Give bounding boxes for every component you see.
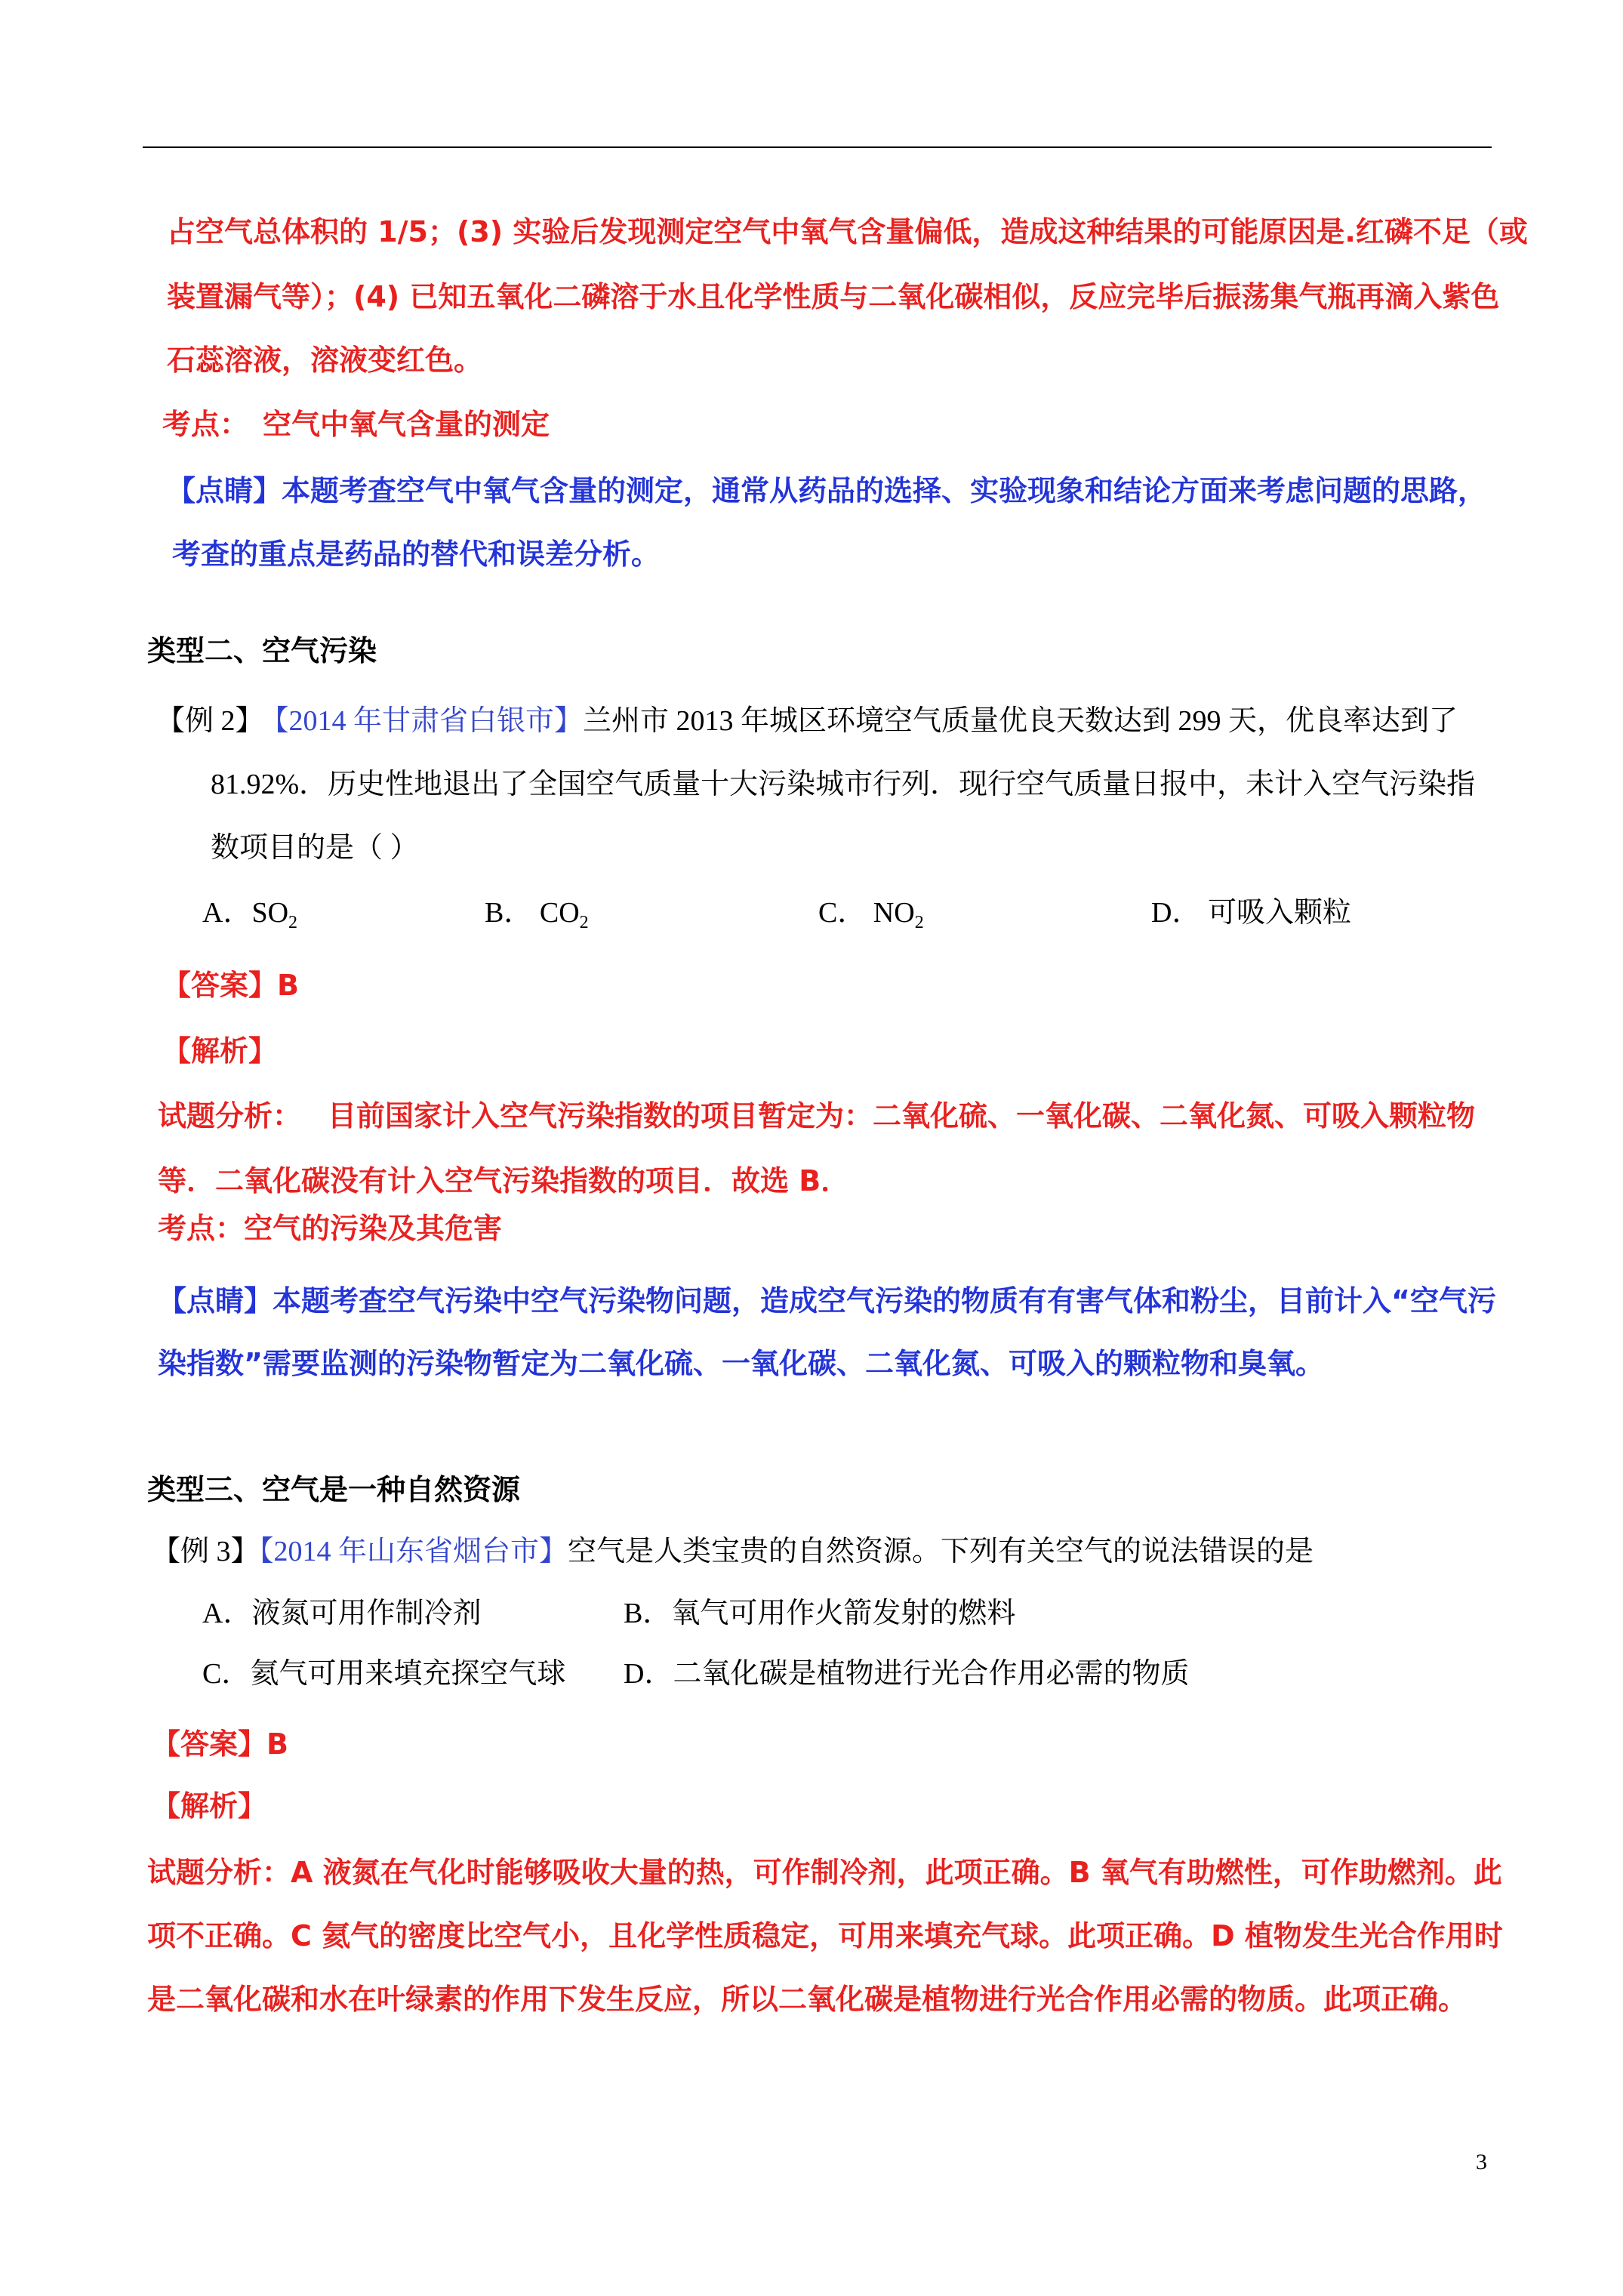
analysis-label: 【解析】 — [152, 1789, 267, 1823]
option-subscript: 2 — [579, 913, 589, 932]
answer-value: B — [277, 969, 299, 1002]
dianjing-line — [167, 473, 1486, 509]
answer-value: B — [266, 1727, 288, 1761]
option-a: A．液氮可用作制冷剂 — [202, 1598, 482, 1629]
option-b: B．氧气可用作火箭发射的燃料 — [624, 1598, 1016, 1629]
option-d: D．二氧化碳是植物进行光合作用必需的物质 — [624, 1658, 1190, 1690]
kaodian-label: 考点： — [162, 408, 249, 441]
analysis-line: 目前国家计入空气污染指数的项目暂定为：二氧化硫、一氧化碳、二氧化氮、可吸入颗粒物 — [328, 1099, 1476, 1133]
analysis-line: 是二氧化碳和水在叶绿素的作用下发生反应，所以二氧化碳是植物进行光合作用必需的物质。此项正确。 — [147, 1983, 1467, 2016]
option-text: CO — [539, 897, 580, 929]
example-source: 【2014 年山东省烟台市】 — [259, 1536, 568, 1567]
analysis-prefix: 试题分析： — [158, 1099, 302, 1133]
option-a — [202, 895, 297, 931]
answer-line — [162, 967, 299, 1003]
page-number: 3 — [1476, 2150, 1487, 2174]
dianjing-label: 【点睛】 — [158, 1284, 273, 1318]
option-text: NO — [873, 897, 915, 929]
analysis-line: 石蕊溶液，溶液变红色。 — [167, 344, 483, 377]
analysis-line: 等．二氧化碳没有计入空气污染指数的项目．故选 B． — [158, 1164, 850, 1197]
option-letter: D． — [1151, 897, 1208, 929]
example-label: 【例 2】 — [156, 705, 264, 737]
option-letter: A． — [202, 897, 252, 929]
example-source: 【2014 年甘肃省白银市】 — [274, 705, 584, 737]
analysis-label: 【解析】 — [162, 1034, 278, 1068]
analysis-line: 装置漏气等）；(4) 已知五氧化二磷溶于水且化学性质与二氧化碳相似，反应完毕后振荡集气瓶再滴入紫色 — [167, 280, 1500, 313]
dianjing-line: 考查的重点是药品的替代和误差分析。 — [172, 538, 661, 571]
option-b — [485, 895, 589, 931]
option-letter: B． — [485, 897, 540, 929]
example-label: 【例 3】 — [152, 1536, 260, 1567]
dianjing-line: 染指数”需要监测的污染物暂定为二氧化硫、一氧化碳、二氧化氮、可吸入的颗粒物和臭氧。 — [158, 1347, 1324, 1380]
dianjing-label: 【点睛】 — [167, 474, 282, 507]
example-question-line — [156, 703, 1458, 739]
kaodian-line: 考点：空气的污染及其危害 — [158, 1212, 503, 1245]
section-heading: 类型三、空气是一种自然资源 — [147, 1475, 521, 1506]
header-rule — [143, 146, 1492, 148]
option-d — [1151, 895, 1351, 931]
option-c — [818, 895, 924, 931]
answer-label: 【答案】 — [152, 1727, 267, 1761]
answer-line — [152, 1726, 288, 1762]
analysis-line: 占空气总体积的 1/5；(3) 实验后发现测定空气中氧气含量偏低，造成这种结果的可能原因是.红磷不足（或 — [167, 215, 1528, 248]
question-text: 兰州市 2013 年城区环境空气质量优良天数达到 299 天，优良率达到了 — [583, 705, 1458, 737]
kaodian-text: 空气中氧气含量的测定 — [263, 408, 550, 441]
option-letter: C． — [818, 897, 873, 929]
option-c: C．氦气可用来填充探空气球 — [202, 1658, 566, 1690]
analysis-line: 项不正确。C 氦气的密度比空气小，且化学性质稳定，可用来填充气球。此项正确。D 植物发生光合作用时 — [147, 1919, 1503, 1952]
option-subscript: 2 — [914, 913, 924, 932]
question-text: 空气是人类宝贵的自然资源。下列有关空气的说法错误的是 — [568, 1536, 1314, 1567]
section-heading: 类型二、空气污染 — [147, 636, 377, 667]
dianjing-text: 本题考查空气污染中空气污染物问题，造成空气污染的物质有有害气体和粉尘，目前计入“空气污 — [273, 1284, 1496, 1318]
analysis-line: 试题分析：A 液氮在气化时能够吸收大量的热，可作制冷剂，此项正确。B 氧气有助燃性，可作助燃剂。此 — [147, 1856, 1502, 1889]
question-text: 81.92%．历史性地退出了全国空气质量十大污染城市行列．现行空气质量日报中，未计入空气污染指 — [211, 769, 1476, 800]
option-text: 可吸入颗粒 — [1207, 897, 1351, 929]
question-text: 数项目的是（ ） — [211, 832, 419, 864]
option-subscript: 2 — [288, 913, 298, 932]
answer-label: 【答案】 — [162, 969, 278, 1002]
dianjing-line — [158, 1283, 1496, 1319]
dianjing-text: 本题考查空气中氧气含量的测定，通常从药品的选择、实验现象和结论方面来考虑问题的思路， — [282, 474, 1487, 507]
option-text: SO — [251, 897, 289, 929]
example-question-line — [152, 1533, 1313, 1570]
